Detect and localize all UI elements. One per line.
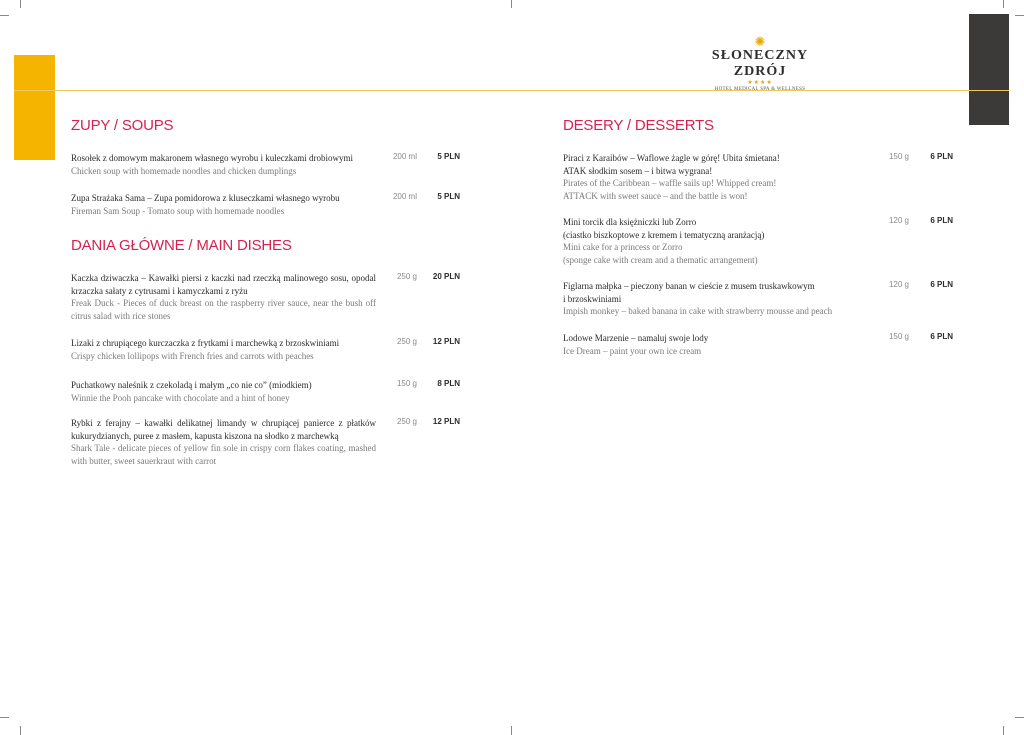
menu-item <box>71 272 461 322</box>
crop-mark <box>1003 0 1004 8</box>
yellow-accent-bar <box>14 55 55 160</box>
dish-name-en: Impish monkey – baked banana in cake with strawberry mousse and peach <box>563 306 833 316</box>
dish-name-en: Pirates of the Caribbean – waffle sails up! Whipped cream! ATTACK with sweet sauce – and the battle is won! <box>563 178 777 201</box>
dish-name-en: Crispy chicken lollipops with French fries and carrots with peaches <box>71 350 314 361</box>
crop-mark <box>0 15 9 16</box>
menu-item <box>71 192 461 217</box>
dish-name-pl: Rosołek z domowym makaronem własnego wyrobu i kuleczkami drobiowymi <box>71 153 353 163</box>
dish-quantity: 150 g <box>888 332 909 341</box>
dish-name-pl: Lodowe Marzenie – namaluj swoje lody <box>563 333 709 343</box>
dish-price: 20 PLN <box>432 272 460 281</box>
dish-price: 12 PLN <box>432 417 460 426</box>
dish-quantity: 150 g <box>888 152 909 161</box>
menu-item <box>563 280 953 318</box>
logo-name: SŁONECZNY ZDRÓJ <box>711 48 809 79</box>
menu-item <box>71 152 461 177</box>
dish-name-pl: Mini torcik dla księżniczki lub Zorro (ciastko biszkoptowe z kremem i tematyczną aranżacją) <box>563 217 765 240</box>
dish-name-en: Shark Tale - delicate pieces of yellow fin sole in crispy corn flakes coating, mashed with butter, sweet sauerkraut with carrot <box>71 443 376 466</box>
header-rule <box>14 90 1009 91</box>
dish-quantity: 250 g <box>396 337 417 346</box>
dish-name-pl: Piraci z Karaibów – Waflowe żagle w górę! Ubita śmietana! ATAK słodkim sosem – i bitwa wygrana! <box>563 153 780 176</box>
star-rating: ★★★★ <box>747 80 773 86</box>
dish-name-en: Chicken soup with homemade noodles and chicken dumplings <box>71 165 297 176</box>
dish-price: 6 PLN <box>930 332 953 341</box>
crop-mark <box>511 0 512 8</box>
crop-mark <box>0 717 9 718</box>
dish-price: 5 PLN <box>437 152 460 161</box>
dish-name-en: Fireman Sam Soup - Tomato soup with homemade noodles <box>71 205 285 216</box>
section-title-main-dishes: DANIA GŁÓWNE / MAIN DISHES <box>71 237 292 254</box>
dish-price: 12 PLN <box>432 337 460 346</box>
dish-quantity: 200 ml <box>392 152 417 161</box>
dish-price: 8 PLN <box>437 379 460 388</box>
dish-name-pl: Lizaki z chrupiącego kurczaczka z frytkami i marchewką z brzoskwiniami <box>71 338 340 348</box>
dish-price: 6 PLN <box>930 216 953 225</box>
section-title-desserts: DESERY / DESSERTS <box>563 117 714 134</box>
section-title-soups: ZUPY / SOUPS <box>71 117 174 134</box>
sun-icon: ✺ <box>754 34 766 49</box>
dish-name-en: Ice Dream – paint your own ice cream <box>563 345 702 356</box>
dish-price: 6 PLN <box>930 152 953 161</box>
menu-item <box>71 417 461 467</box>
crop-mark <box>511 726 512 735</box>
menu-item <box>71 379 461 404</box>
dish-name-en: Mini cake for a princess or Zorro (sponge cake with cream and a thematic arrangement) <box>563 242 758 265</box>
dish-name-pl: Figlarna małpka – pieczony banan w cieście z musem truskawkowym i brzoskwiniami <box>563 281 815 304</box>
crop-mark <box>1003 726 1004 735</box>
dish-price: 6 PLN <box>930 280 953 289</box>
menu-item <box>71 337 461 362</box>
crop-mark <box>1015 717 1024 718</box>
dish-price: 5 PLN <box>437 192 460 201</box>
dark-corner-tab <box>969 14 1009 125</box>
dish-quantity: 250 g <box>396 272 417 281</box>
dish-quantity: 200 ml <box>392 192 417 201</box>
dish-quantity: 120 g <box>888 280 909 289</box>
dish-name-pl: Puchatkowy naleśnik z czekoladą i małym „co nie co” (miodkiem) <box>71 380 312 390</box>
crop-mark <box>1015 15 1024 16</box>
menu-item <box>563 332 953 357</box>
menu-item <box>563 216 953 266</box>
crop-mark <box>20 726 21 735</box>
hotel-logo <box>690 36 830 93</box>
dish-name-pl: Rybki z ferajny – kawałki delikatnej limandy w chrupiącej panierce z płatków kukurydzianych, puree z masłem, kapusta kiszona na słodko z marchewką <box>71 418 376 441</box>
menu-item <box>563 152 953 202</box>
dish-name-en: Winnie the Pooh pancake with chocolate and a hint of honey <box>71 392 290 403</box>
dish-name-pl: Zupa Strażaka Sama – Zupa pomidorowa z kluseczkami własnego wyrobu <box>71 193 340 203</box>
dish-name-en: Freak Duck - Pieces of duck breast on the raspberry river sauce, near the bush off citrus salad with rice stones <box>71 298 376 321</box>
logo-tagline: HOTEL MEDICAL SPA & WELLNESS <box>714 87 806 92</box>
dish-quantity: 120 g <box>888 216 909 225</box>
dish-name-pl: Kaczka dziwaczka – Kawałki piersi z kaczki nad rzeczką malinowego sosu, opodal krzaczka sałaty z cytrusami i kamyczkami z ryżu <box>71 273 376 296</box>
dish-quantity: 250 g <box>396 417 417 426</box>
crop-mark <box>20 0 21 8</box>
dish-quantity: 150 g <box>396 379 417 388</box>
